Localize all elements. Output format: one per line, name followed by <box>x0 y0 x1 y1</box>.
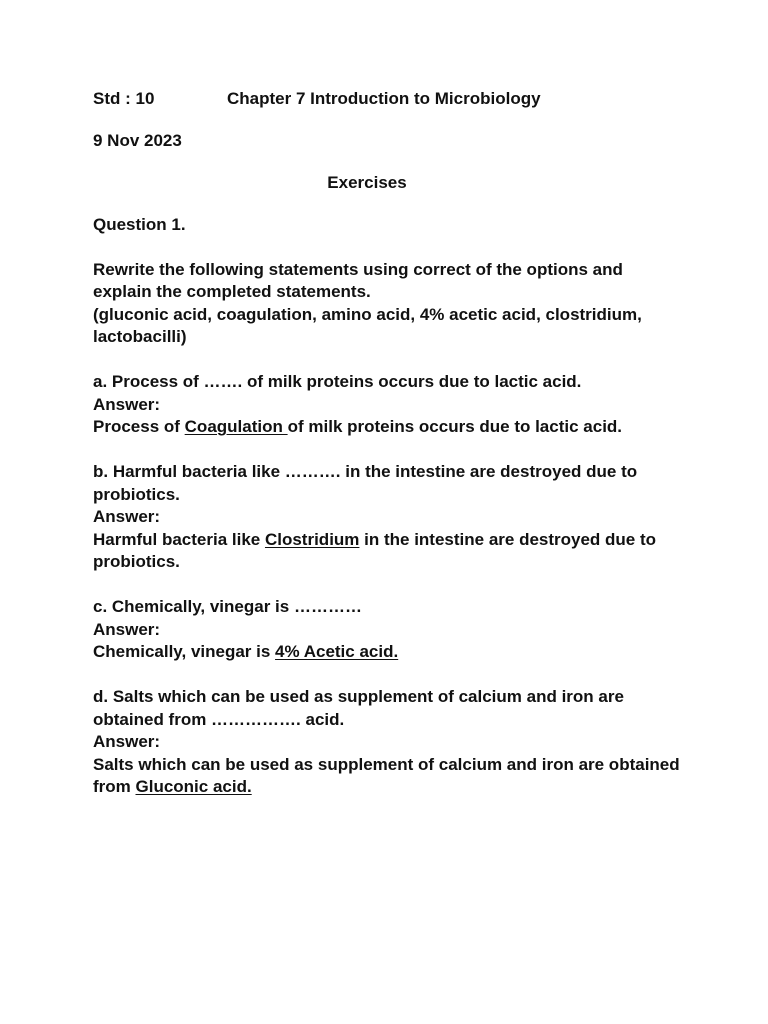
item-answer <box>93 416 683 439</box>
document-content <box>93 88 683 799</box>
document-date: 9 Nov 2023 <box>93 131 182 150</box>
item-answer <box>93 529 683 574</box>
exercise-item-a <box>93 371 683 439</box>
answer-blank: Gluconic acid. <box>135 777 252 796</box>
section-title: Exercises <box>327 173 407 192</box>
answer-blank: Clostridium <box>264 529 360 549</box>
item-question: b. Harmful bacteria like ………. in the intestine are destroyed due to probiotics. <box>93 462 638 504</box>
question-instructions <box>93 259 683 349</box>
document-header <box>93 88 683 111</box>
options-list: (gluconic acid, coagulation, amino acid, 4% acetic acid, clostridium, lactobacilli) <box>93 304 642 346</box>
answer-text-before: Harmful bacteria like <box>93 529 265 549</box>
exercise-item-c <box>93 596 683 664</box>
question-title: Question 1. <box>93 215 186 234</box>
item-question: c. Chemically, vinegar is ………… <box>93 597 362 616</box>
item-answer <box>93 754 683 799</box>
answer-blank: Coagulation <box>184 417 288 436</box>
answer-label: Answer: <box>93 507 161 526</box>
answer-text-before: Salts which can be used as supplement of calcium and iron are obtained from <box>93 754 680 796</box>
item-answer <box>93 641 683 664</box>
chapter-title: Chapter 7 Introduction to Microbiology <box>227 89 541 108</box>
answer-label: Answer: <box>93 394 161 414</box>
standard-label: Std : 10 <box>93 89 155 108</box>
exercise-item-d <box>93 686 683 799</box>
exercise-item-b <box>93 461 683 574</box>
item-question: d. Salts which can be used as supplement of calcium and iron are obtained from ……………. acid. <box>93 687 624 729</box>
instruction-text: Rewrite the following statements using correct of the options and explain the completed statements. <box>93 259 623 301</box>
answer-text-after: in the intestine are destroyed due to probiotics. <box>93 529 657 571</box>
answer-label: Answer: <box>93 619 161 639</box>
answer-text-before: Chemically, vinegar is <box>93 642 276 661</box>
answer-text-after: of milk proteins occurs due to lactic acid. <box>287 417 623 436</box>
answer-blank: 4% Acetic acid. <box>275 642 399 661</box>
item-question: a. Process of ……. of milk proteins occurs due to lactic acid. <box>93 372 582 391</box>
answer-text-before: Process of <box>93 417 185 436</box>
answer-label: Answer: <box>93 732 161 751</box>
